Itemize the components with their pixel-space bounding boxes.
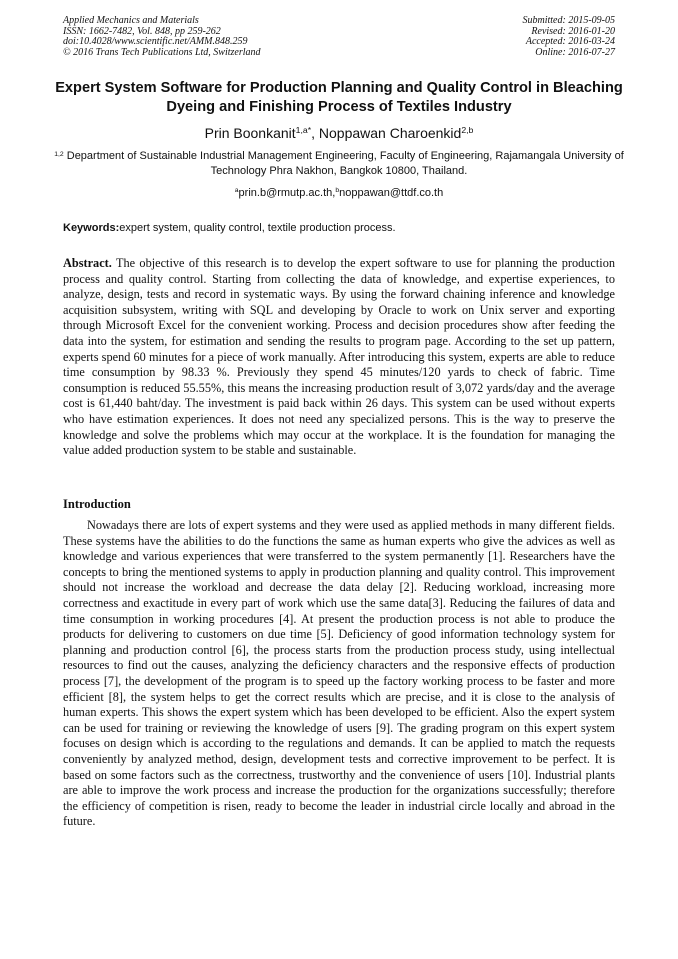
- date-revised: Revised: 2016-01-20: [531, 25, 615, 37]
- author-emails: [0, 186, 678, 200]
- section-heading: Introduction: [63, 497, 131, 511]
- date-submitted: Submitted: 2015-09-05: [522, 15, 615, 26]
- journal-issn: ISSN: 1662-7482, Vol. 848, pp 259-262: [63, 25, 221, 37]
- keywords: [63, 221, 615, 235]
- journal-info: [63, 16, 261, 58]
- date-online: Online: 2016-07-27: [535, 46, 615, 58]
- author-list: [0, 124, 678, 142]
- email-link[interactable]: noppawan@ttdf.co.th: [339, 187, 444, 199]
- journal-copyright: © 2016 Trans Tech Publications Ltd, Switzerland: [63, 46, 261, 58]
- affiliation-text: Department of Sustainable Industrial Management Engineering, Faculty of Engineering, Rajamangala University of Technology Phra Nakhon, Bangkok 10800, Thailand.: [66, 150, 624, 177]
- journal-doi: doi:10.4028/www.scientific.net/AMM.848.259: [63, 36, 248, 48]
- author-affil-mark: 1,a*: [295, 124, 312, 135]
- date-accepted: Accepted: 2016-03-24: [525, 36, 615, 48]
- abstract: [63, 256, 615, 459]
- submission-dates: [523, 16, 616, 58]
- affiliation: [40, 149, 638, 179]
- abstract-label: Abstract.: [63, 256, 112, 270]
- affiliation-mark: 1,2: [54, 150, 64, 158]
- email-mark: b: [335, 186, 340, 194]
- author-affil-mark: 2,b: [461, 124, 474, 135]
- keywords-text: expert system, quality control, textile production process.: [119, 222, 396, 234]
- keywords-label: Keywords:: [63, 222, 120, 234]
- email-link[interactable]: prin.b@rmutp.ac.th,: [238, 187, 336, 199]
- abstract-text: The objective of this research is to develop the expert software to use for planning the production process and quality control. Starting from collecting the data of knowledge, and expertise experiences, to analyze, design, tests and record in systematic ways. By using the forward chaining inference and knowledge acquisition subsystem, writing with SQL and developing by Oracle to work on Unix server and exporting through Microsoft Excel for the convenient working. Process and decision procedures show after feeding the data into the system, for estimation and sending the results to program page. According to the set up pattern, experts spend 60 minutes for a piece of work manually. After introducing this system, experts are able to reduce time consumption by 98.33 %. Previously they spend 45 minutes/120 yards to check of fabric. Time consumption is reduced 55.55%, this means the increasing production result of 3,072 yards/day and the average cost is 61,440 baht/day. The investment is paid back within 26 days. This system can be used without experts who have estimation experiences. It does not need any specialized persons. This is the way to preserve the knowledge and solve the problems which may occur at the workplace. It is the foundation for managing the value added production system to be stable and sustainable.: [63, 256, 615, 458]
- author-name: Prin Boonkanit: [204, 125, 296, 141]
- author-name: Noppawan Charoenkid: [318, 125, 462, 141]
- introduction-paragraph: Nowadays there are lots of expert systems and they were used as applied methods in many different fields. These systems have the abilities to do the functions the same as human experts who give the advices as well as knowledge and various experiences that were transferred to the system permanently [1]. Researchers have the concepts to bring the mentioned systems to apply in production planning and quality control. This improvement should not increase the workload and decrease the data delay [2]. Reducing workload, increasing more correctness and exactitude in every part of work which use the same data[3]. Reducing the failures of data and time consumption in working procedures [4]. At present the production process is not able to produce the products for delivering to customers on due time [5]. Deficiency of good information technology system for planning and production control [6], the process starts from the production process study, using intellectual resources to find out the causes, analyzing the deficiency characters and the responsive effects of production process [7], the development of the program is to speed up the factory working process to be faster and more efficient [8], the system helps to get the correct results which are precise, and it is close to the analysis of human experts. This shows the expert system which has been developed to be efficient. Also the expert system can be used for training or reviewing the knowledge of users [9]. The grading program on this expert system focuses on design which is according to the regulations and demands. It can be applied to match the requests conveniently by analyzed method, design, development tests and corrective improvement to be perfect. It is based on some factors such as the correctness, trustworthy and the convenience of users [10]. Industrial plants are able to improve the work process and increase the production for the organizations successfully; therefore the efficiency of competition is risen, ready to become the leader in industrial circle locally and abroad in the future.: [63, 518, 615, 829]
- journal-name: Applied Mechanics and Materials: [63, 15, 199, 26]
- email-mark: a: [234, 186, 239, 194]
- author-separator: ,: [311, 125, 319, 141]
- paper-title: Expert System Software for Production Planning and Quality Control in Bleaching Dyeing and Finishing Process of Textiles Industry: [55, 80, 623, 115]
